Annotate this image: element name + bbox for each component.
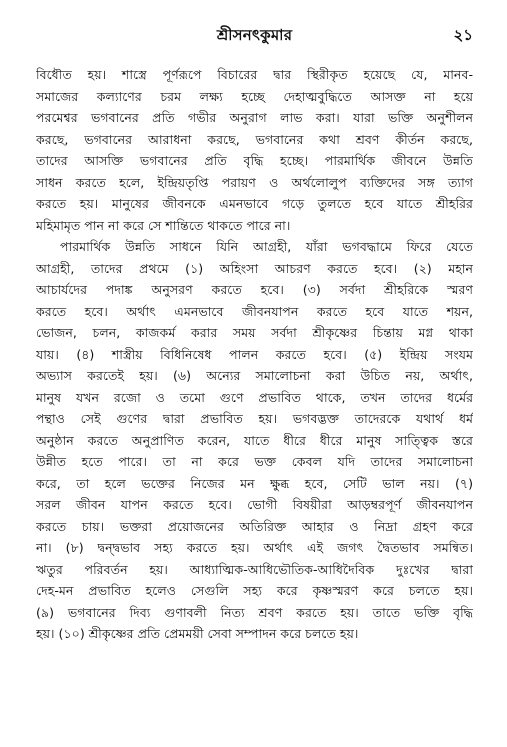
text-line: আচার্যদের পদাঙ্ক অনুসরণ করতে হবে। (৩) সর্বদা শ্রীহরিকে স্মরণ — [36, 282, 473, 297]
text-line: দেহ-মন প্রভাবিত হলেও সেগুলি সহ্য করে কৃষ্ণস্মরণ করে চলতে হয়। — [36, 583, 473, 598]
text-line: অনুষ্ঠান করতে অনুপ্রাণিত করেন, যাতে ধীরে ধীরে মানুষ সাত্ত্বিক স্তরে — [36, 432, 473, 448]
text-line: হয়। (১০) শ্রীকৃষ্ণের প্রতি প্রেমময়ী সেবা সম্পাদন করে চলতে হয়। — [36, 626, 359, 641]
text-line: বিধৌত হয়। শাস্ত্রে পূর্ণরূপে বিচারের দ্বার স্থিরীকৃত হয়েছে যে, মানব- — [36, 67, 473, 82]
text-line: সরল জীবন যাপন করতে হবে। ভোগী বিষয়ীরা আড়ম্বরপূর্ণ জীবনযাপন — [36, 497, 473, 512]
paragraph-1 — [36, 64, 473, 236]
body-text — [36, 64, 473, 645]
text-line: মানুষ যখন রজো ও তমো গুণে প্রভাবিত থাকে, তখন তাদের ধর্মের — [36, 389, 473, 405]
text-line: (৯) ভগবানের দিব্য গুণাবলী নিত্য শ্রবণ করতে হয়। তাতে ভক্তি বৃদ্ধি — [36, 604, 473, 620]
text-line: যায়। (৪) শাস্ত্রীয় বিধিনিষেধ পালন করতে হবে। (৫) ইন্দ্রিয় সংযম — [36, 346, 473, 362]
text-line: অভ্যাস করতেই হয়। (৬) অন্যের সমালোচনা করা উচিত নয়, অর্থাৎ, — [36, 368, 473, 383]
text-line: পন্থাও সেই গুণের দ্বারা প্রভাবিত হয়। ভগবদ্ভক্ত তাদেরকে যথার্থ ধর্ম — [36, 411, 473, 426]
text-line: করছে, ভগবানের আরাধনা করছে, ভগবানের কথা শ্রবণ কীর্তন করছে, — [36, 131, 473, 147]
text-line: পরমেশ্বর ভগবানের প্রতি গভীর অনুরাগ লাভ করা। যারা ভক্তি অনুশীলন — [36, 110, 473, 125]
text-line: পারমার্থিক উন্নতি সাধনে যিনি আগ্রহী, যাঁরা ভগবদ্ধামে ফিরে যেতে — [60, 239, 473, 254]
text-line: মহিমামৃত পান না করে সে শান্তিতে থাকতে পারে না। — [36, 217, 291, 233]
text-line: করতে চায়। ভক্তরা প্রয়োজনের অতিরিক্ত আহার ও নিদ্রা গ্রহণ করে — [36, 518, 473, 534]
text-line: করতে হবে। অর্থাৎ এমনভাবে জীবনযাপন করতে হবে যাতে শয়ন, — [36, 303, 473, 319]
text-line: করে, তা হলে ভক্তের নিজের মন ক্ষুব্ধ হবে, সেটি ভাল নয়। (৭) — [36, 475, 473, 491]
text-line: সমাজের কল্যাণের চরম লক্ষ্য হচ্ছে দেহাত্মবুদ্ধিতে আসক্ত না হয়ে — [36, 88, 473, 104]
text-line: উন্নীত হতে পারে। তা না করে ভক্ত কেবল যদি তাদের সমালোচনা — [36, 454, 473, 469]
text-line: না। (৮) দ্বন্দ্বভাব সহ্য করতে হয়। অর্থাৎ এই জগৎ দ্বৈতভাব সমন্বিত। — [36, 540, 473, 555]
text-line: করতে হয়। মানুষের জীবনকে এমনভাবে গড়ে তুলতে হবে যাতে শ্রীহরির — [36, 196, 473, 211]
text-line: আগ্রহী, তাদের প্রথমে (১) অহিংসা আচরণ করতে হবে। (২) মহান — [36, 260, 473, 276]
page-header — [36, 24, 473, 50]
text-line: সাধন করতে হলে, ইন্দ্রিয়তৃপ্তি পরায়ণ ও অর্থলোলুপ ব্যক্তিদের সঙ্গ ত্যাগ — [36, 174, 473, 190]
text-line: তাদের আসক্তি ভগবানের প্রতি বৃদ্ধি হচ্ছে। পারমার্থিক জীবনে উন্নতি — [36, 153, 473, 168]
paragraph-2 — [36, 236, 473, 645]
text-line: ভোজন, চলন, কাজকর্ম করার সময় সর্বদা শ্রীকৃষ্ণের চিন্তায় মগ্ন থাকা — [36, 325, 473, 340]
text-line: ঋতুর পরিবর্তন হয়। আধ্যাত্মিক-আধিভৌতিক-আধিদৈবিক দুঃখের দ্বারা — [36, 561, 473, 577]
page-number: ২১ — [453, 26, 473, 44]
running-head: শ্রীসনৎকুমার — [216, 26, 293, 44]
